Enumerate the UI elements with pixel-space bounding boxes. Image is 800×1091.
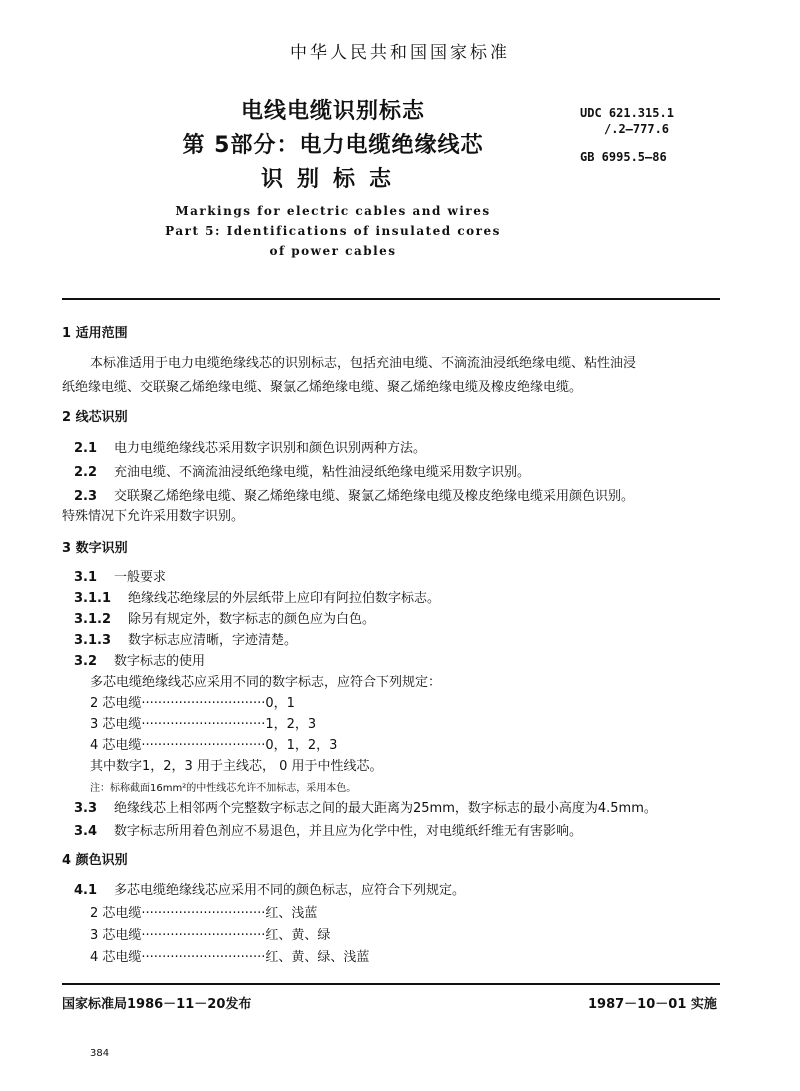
clause-text: 数字标志的使用 (114, 654, 206, 669)
gb-code: GB 6995.5—86 (580, 150, 667, 164)
clause-text: 交联聚乙烯绝缘电缆、聚乙烯绝缘电缆、聚氯乙烯绝缘电缆及橡皮绝缘电缆采用颜色识别。 (114, 489, 635, 504)
clause-3-1-3 (74, 633, 297, 649)
clause-text: 充油电缆、不滴流油浸纸绝缘电缆，粘性油浸纸绝缘电缆采用数字识别。 (114, 465, 531, 480)
title-line-3: 识别标志 (260, 167, 405, 192)
standard-header: 中华人民共和国国家标准 (290, 43, 510, 63)
bottom-divider (62, 983, 720, 985)
english-title-2: Part 5: Identifications of insulated cores (165, 224, 501, 238)
clause-2-2 (74, 465, 530, 481)
section-1-para-2: 纸绝缘电缆、交联聚乙烯绝缘电缆、聚氯乙烯绝缘电缆、聚乙烯绝缘电缆及橡皮绝缘电缆。 (62, 380, 583, 395)
clause-3-1-2 (74, 612, 375, 628)
udc-code-cont: /.2—777.6 (604, 122, 670, 136)
clause-number: 3.1 (74, 570, 98, 585)
clause-number: 3.1.2 (74, 612, 112, 627)
digit-row-3-core: 3 芯电缆······························1，2，3 (90, 717, 317, 732)
clause-number: 3.4 (74, 824, 98, 839)
clause-2-1 (74, 441, 426, 457)
title-line-1: 电线电缆识别标志 (240, 99, 425, 124)
section-1-heading: 1 适用范围 (62, 326, 128, 341)
clause-3-1 (74, 570, 166, 586)
clause-2-3 (74, 489, 634, 505)
clause-text: 电力电缆绝缘线芯采用数字识别和颜色识别两种方法。 (114, 441, 427, 456)
digit-row-4-core: 4 芯电缆······························0，1，2，3 (90, 738, 338, 753)
clause-2-3-cont: 特殊情况下允许采用数字识别。 (62, 509, 245, 524)
clause-number: 4.1 (74, 883, 98, 898)
clause-text: 一般要求 (114, 570, 167, 585)
clause-3-3 (74, 801, 657, 817)
clause-3-4 (74, 824, 582, 840)
clause-text: 数字标志所用着色剂应不易退色，并且应为化学中性，对电缆纸纤维无有害影响。 (114, 824, 583, 839)
english-title-3: of power cables (269, 244, 397, 258)
clause-text: 除另有规定外，数字标志的颜色应为白色。 (128, 612, 376, 627)
note: 注：标称截面16mm²的中性线芯允许不加标志，采用本色。 (90, 783, 357, 794)
clause-4-1 (74, 883, 465, 899)
clause-text: 多芯电缆绝缘线芯应采用不同的颜色标志，应符合下列规定。 (114, 883, 466, 898)
section-3-heading: 3 数字识别 (62, 541, 128, 556)
issue-date: 国家标准局1986－11－20发布 (62, 997, 252, 1012)
section-2-heading: 2 线芯识别 (62, 410, 128, 425)
title-line-2: 第 5部分：电力电缆绝缘线芯 (182, 133, 484, 158)
english-title-1: Markings for electric cables and wires (175, 204, 491, 218)
clause-number: 3.1.1 (74, 591, 112, 606)
clause-text: 绝缘线芯上相邻两个完整数字标志之间的最大距离为25mm，数字标志的最小高度为4.5mm。 (114, 801, 657, 816)
clause-3-2 (74, 654, 205, 670)
color-row-3-core: 3 芯电缆······························红、黄、绿 (90, 928, 331, 943)
section-1-para-1: 本标准适用于电力电缆绝缘线芯的识别标志，包括充油电缆、不滴流油浸纸绝缘电缆、粘性油浸 (90, 356, 637, 371)
color-row-4-core: 4 芯电缆······························红、黄、绿、浅蓝 (90, 950, 370, 965)
clause-number: 2.2 (74, 465, 98, 480)
clause-3-2-text: 多芯电缆绝缘线芯应采用不同的数字标志，应符合下列规定： (90, 675, 442, 690)
top-divider (62, 298, 720, 300)
digit-row-2-core: 2 芯电缆······························0，1 (90, 696, 295, 711)
clause-number: 2.3 (74, 489, 98, 504)
clause-3-2-explain: 其中数字1，2，3 用于主线芯， 0 用于中性线芯。 (90, 759, 383, 774)
clause-number: 3.2 (74, 654, 98, 669)
clause-number: 3.1.3 (74, 633, 112, 648)
clause-3-1-1 (74, 591, 440, 607)
clause-number: 2.1 (74, 441, 98, 456)
clause-number: 3.3 (74, 801, 98, 816)
clause-text: 数字标志应清晰，字迹清楚。 (128, 633, 298, 648)
page-number: 384 (90, 1048, 110, 1059)
color-row-2-core: 2 芯电缆······························红、浅蓝 (90, 906, 318, 921)
section-4-heading: 4 颜色识别 (62, 853, 128, 868)
udc-code: UDC 621.315.1 (580, 106, 674, 120)
implementation-date: 1987－10－01 实施 (588, 997, 717, 1012)
clause-text: 绝缘线芯绝缘层的外层纸带上应印有阿拉伯数字标志。 (128, 591, 441, 606)
